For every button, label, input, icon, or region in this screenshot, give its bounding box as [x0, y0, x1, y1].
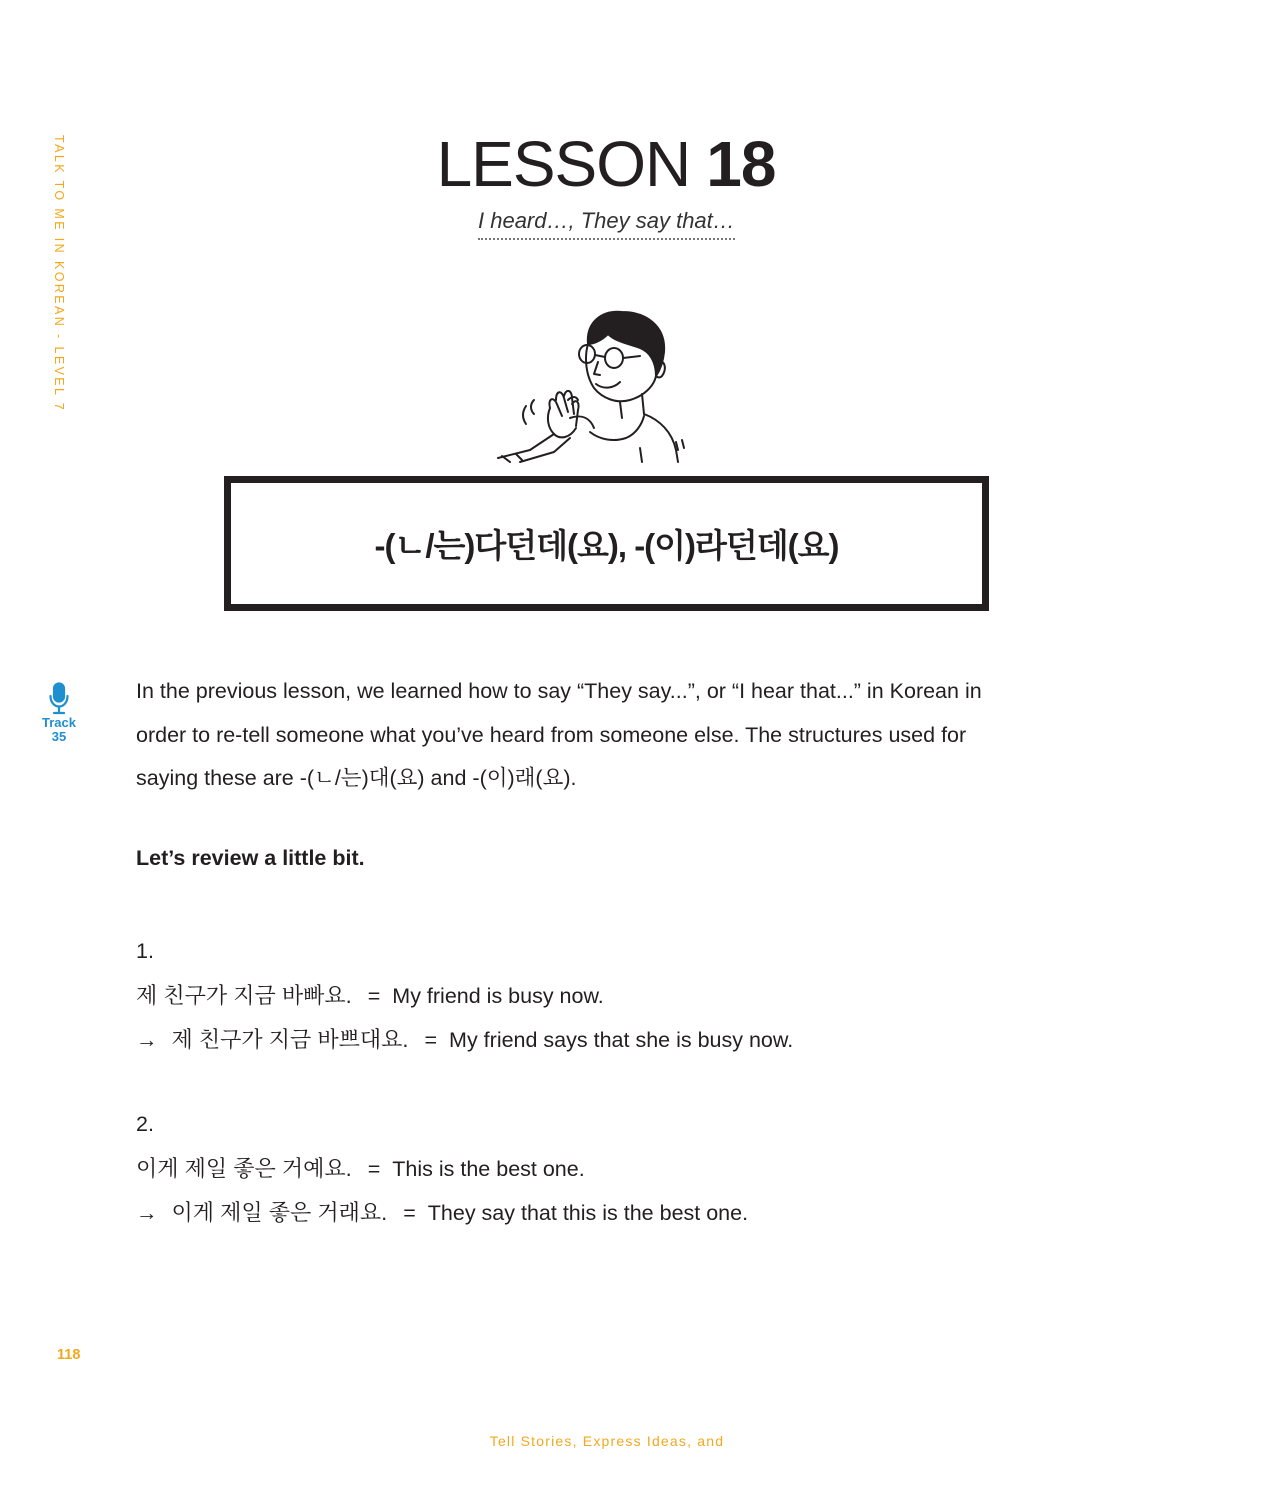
intro-line: order to re-tell someone what you’ve heard from someone else. The structures used for: [136, 722, 967, 747]
english-translation: My friend is busy now.: [392, 983, 604, 1008]
arrow-icon: →: [136, 1201, 158, 1225]
korean-reported: 제 친구가 지금 바쁘대요.: [171, 1027, 409, 1052]
grammar-pattern-box: [224, 476, 989, 611]
intro-line: In the previous lesson, we learned how to say “They say...”, or “I hear that...” in Korean in: [136, 679, 982, 703]
waving-boy-illustration: [490, 300, 710, 475]
english-reported: My friend says that she is busy now.: [449, 1028, 794, 1052]
english-reported: They say that this is the best one.: [427, 1201, 749, 1225]
korean-sentence: 이게 제일 좋은 거예요.: [136, 1155, 352, 1181]
example-reported: [136, 1191, 748, 1236]
microphone-icon: [48, 682, 70, 716]
audio-track-badge[interactable]: [36, 682, 82, 744]
intro-line: saying these are -(ㄴ/는)대(요) and -(이)래(요).: [136, 766, 577, 790]
lesson-subtitle: I heard…, They say that…: [478, 208, 735, 240]
example-2: [136, 1103, 748, 1236]
korean-sentence: 제 친구가 지금 바빠요.: [136, 982, 352, 1008]
example-reported: [136, 1018, 793, 1063]
example-number: 2.: [136, 1112, 154, 1136]
arrow-icon: →: [136, 1028, 158, 1052]
korean-reported: 이게 제일 좋은 거래요.: [171, 1200, 388, 1225]
example-1: [136, 930, 793, 1063]
grammar-pattern-text: -(ㄴ/는)다던데(요), -(이)라던데(요): [374, 527, 839, 564]
book-series-label: TALK TO ME IN KOREAN - LEVEL 7: [52, 135, 66, 413]
lesson-title: [0, 128, 1212, 200]
page-number: 118: [57, 1347, 81, 1363]
footer-running-title: Tell Stories, Express Ideas, and: [489, 1433, 725, 1449]
example-sentence: [136, 974, 793, 1019]
lesson-number: 18: [706, 128, 776, 200]
equals-sign: =: [367, 983, 381, 1008]
review-heading: Let’s review a little bit.: [136, 846, 365, 870]
example-number: 1.: [136, 939, 154, 963]
lesson-word: LESSON: [436, 128, 691, 200]
track-label: Track: [42, 715, 76, 730]
equals-sign: =: [367, 1156, 381, 1181]
intro-paragraph: [136, 670, 1056, 801]
english-translation: This is the best one.: [392, 1156, 585, 1181]
equals-sign: =: [403, 1201, 416, 1225]
track-number: 35: [51, 729, 67, 744]
example-sentence: [136, 1147, 748, 1192]
equals-sign: =: [424, 1028, 438, 1052]
